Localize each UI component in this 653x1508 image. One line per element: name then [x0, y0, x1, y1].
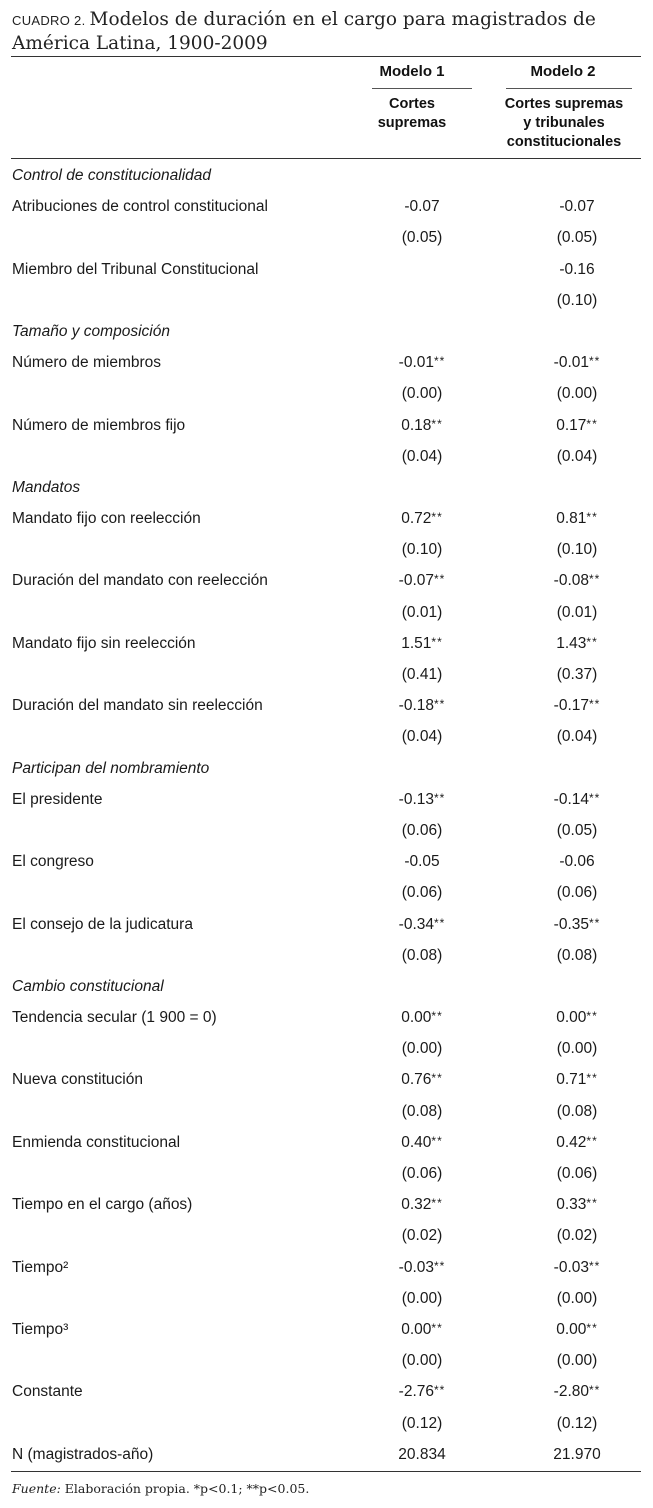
- table-row: [0, 349, 653, 380]
- cell-model-2: [522, 947, 632, 965]
- std-error-row: [0, 723, 653, 754]
- table-row: [0, 1191, 653, 1222]
- cell-model-1: [372, 385, 472, 403]
- table-row: [0, 256, 653, 287]
- cell-value: (0.41): [401, 666, 443, 683]
- significance-stars: **: [589, 572, 601, 587]
- cell-model-1: [372, 1290, 472, 1308]
- cell-value: -0.13: [398, 790, 434, 808]
- cell-value: 1.51: [401, 634, 432, 652]
- significance-stars: **: [431, 1009, 443, 1024]
- row-label: Tendencia secular (1 900 = 0): [12, 1009, 217, 1027]
- cell-value: 21.970: [553, 1445, 601, 1463]
- cell-model-2: [522, 448, 632, 466]
- cell-model-2: [522, 229, 632, 247]
- header-underline-2: [506, 88, 632, 89]
- cell-value: (0.06): [556, 1165, 598, 1182]
- table-title: Modelos de duración en el cargo para magistrados de América Latina, 1900-2009: [12, 9, 596, 54]
- cell-value: 0.76: [401, 1071, 432, 1089]
- std-error-row: [0, 1160, 653, 1191]
- std-error-row: [0, 1035, 653, 1066]
- cell-value: (0.02): [401, 1227, 443, 1245]
- section-heading-row: [0, 474, 653, 505]
- cell-model-2: [522, 1196, 632, 1214]
- cell-value: -0.03: [553, 1258, 589, 1276]
- table-row: [0, 1254, 653, 1285]
- cell-value: (0.00): [401, 1352, 443, 1370]
- cell-model-1: [372, 417, 472, 435]
- cell-model-2: [522, 604, 632, 622]
- cell-model-1: [372, 1446, 472, 1464]
- row-label: Duración del mandato sin reelección: [12, 697, 263, 715]
- cell-value: 0.71: [556, 1071, 587, 1089]
- significance-stars: **: [586, 1009, 598, 1024]
- cell-model-2: [522, 1415, 632, 1433]
- cell-model-1: [372, 1383, 472, 1401]
- cell-model-2: [522, 572, 632, 590]
- table-body: [0, 162, 653, 1472]
- cell-model-2: [522, 1259, 632, 1277]
- cell-model-1: [372, 791, 472, 809]
- cell-value: (0.06): [556, 884, 598, 902]
- header-model-2: Modelo 2: [530, 63, 596, 80]
- cell-value: (0.12): [401, 1414, 443, 1432]
- cell-model-1: [372, 1040, 472, 1058]
- cell-model-1: [372, 697, 472, 715]
- row-label: Número de miembros: [12, 354, 162, 372]
- std-error-row: [0, 817, 653, 848]
- cell-model-1: [372, 884, 472, 902]
- cell-model-1: [372, 1165, 472, 1183]
- cell-model-2: [522, 853, 632, 871]
- cell-value: -0.07: [398, 572, 434, 590]
- cell-value: 0.42: [556, 1133, 587, 1151]
- cell-value: (0.04): [556, 728, 598, 746]
- cell-model-2: [522, 1103, 632, 1121]
- significance-stars: **: [434, 915, 446, 930]
- table-row: [0, 1129, 653, 1160]
- cell-model-1: [372, 635, 472, 653]
- cell-model-1: [372, 947, 472, 965]
- significance-stars: **: [586, 1133, 598, 1148]
- header-rule: [11, 158, 641, 159]
- std-error-row: [0, 942, 653, 973]
- significance-stars: **: [589, 1258, 601, 1273]
- table-row: [0, 193, 653, 224]
- significance-stars: **: [586, 1071, 598, 1086]
- row-label: Número de miembros fijo: [12, 416, 186, 434]
- cell-model-1: [372, 1134, 472, 1152]
- cell-model-2: [522, 417, 632, 435]
- cell-value: (0.10): [556, 541, 598, 559]
- cell-model-2: [522, 385, 632, 403]
- cell-value: -0.17: [553, 697, 589, 715]
- cell-value: (0.08): [401, 1102, 443, 1120]
- cell-value: (0.01): [401, 603, 443, 621]
- significance-stars: **: [586, 1320, 598, 1335]
- top-rule: [11, 56, 641, 57]
- cell-value: 0.81: [556, 510, 587, 528]
- significance-stars: **: [431, 416, 443, 431]
- row-label: Constante: [12, 1383, 83, 1401]
- cell-value: (0.02): [556, 1227, 598, 1245]
- table-row: [0, 1441, 653, 1472]
- cell-value: 0.72: [401, 510, 432, 528]
- cell-value: 0.00: [401, 1320, 432, 1338]
- cell-value: (0.08): [401, 946, 443, 964]
- table-row: [0, 505, 653, 536]
- cell-value: -0.16: [559, 260, 595, 278]
- cell-model-2: [522, 916, 632, 934]
- significance-stars: **: [586, 510, 598, 525]
- table-label: CUADRO 2.: [12, 13, 86, 28]
- std-error-row: [0, 1285, 653, 1316]
- cell-value: 0.33: [556, 1196, 587, 1214]
- std-error-row: [0, 443, 653, 474]
- cell-model-1: [372, 1227, 472, 1245]
- cell-model-2: [522, 1165, 632, 1183]
- std-error-row: [0, 1222, 653, 1253]
- cell-value: 20.834: [398, 1445, 446, 1463]
- cell-model-2: [522, 541, 632, 559]
- row-label: Tiempo en el cargo (años): [12, 1196, 193, 1214]
- table-row: [0, 848, 653, 879]
- row-label: Tiempo³: [12, 1320, 69, 1338]
- cell-model-2: [522, 1071, 632, 1089]
- cell-value: 0.00: [556, 1320, 587, 1338]
- significance-stars: **: [589, 790, 601, 805]
- table-row: [0, 692, 653, 723]
- cell-value: -0.06: [559, 853, 595, 871]
- significance-stars: **: [434, 1258, 446, 1273]
- subheader-model-2: Cortes supremas y tribunales constitucionales: [504, 96, 624, 150]
- row-label: Enmienda constitucional: [12, 1133, 181, 1151]
- cell-model-1: [372, 1071, 472, 1089]
- cell-value: (0.04): [401, 728, 443, 746]
- cell-model-1: [372, 229, 472, 247]
- significance-stars: **: [589, 1383, 601, 1398]
- std-error-row: [0, 879, 653, 910]
- cell-value: (0.05): [556, 229, 598, 247]
- footnote-source-label: Fuente:: [12, 1481, 61, 1496]
- row-label: Nueva constitución: [12, 1071, 143, 1089]
- cell-model-2: [522, 198, 632, 216]
- cell-model-1: [372, 853, 472, 871]
- cell-model-1: [372, 1259, 472, 1277]
- bottom-rule: [11, 1471, 641, 1472]
- cell-model-2: [522, 697, 632, 715]
- cell-model-2: [522, 354, 632, 372]
- cell-model-1: [372, 1103, 472, 1121]
- cell-value: -0.01: [553, 354, 589, 372]
- section-heading-row: [0, 755, 653, 786]
- std-error-row: [0, 1098, 653, 1129]
- cell-value: -0.05: [404, 853, 440, 871]
- table-caption: [12, 8, 642, 55]
- cell-value: -0.07: [404, 198, 440, 216]
- cell-model-1: [372, 572, 472, 590]
- cell-value: (0.37): [556, 666, 598, 683]
- significance-stars: **: [434, 572, 446, 587]
- cell-value: (0.00): [401, 1040, 443, 1058]
- table-row: [0, 911, 653, 942]
- cell-value: -0.07: [559, 198, 595, 216]
- table-row: [0, 567, 653, 598]
- significance-stars: **: [431, 1196, 443, 1211]
- std-error-row: [0, 224, 653, 255]
- significance-stars: **: [434, 354, 446, 369]
- cell-model-2: [522, 1134, 632, 1152]
- cell-value: (0.00): [556, 1289, 598, 1307]
- subheader-model-1: Cortes supremas: [377, 96, 447, 131]
- std-error-row: [0, 661, 653, 692]
- section-heading-row: [0, 973, 653, 1004]
- cell-model-1: [372, 198, 472, 216]
- significance-stars: **: [431, 1133, 443, 1148]
- cell-value: 0.32: [401, 1196, 432, 1214]
- cell-model-2: [522, 728, 632, 746]
- significance-stars: **: [431, 510, 443, 525]
- cell-value: (0.04): [556, 447, 598, 465]
- cell-model-1: [372, 916, 472, 934]
- cell-model-1: [372, 728, 472, 746]
- table-row: [0, 1004, 653, 1035]
- table-row: [0, 786, 653, 817]
- cell-model-2: [522, 635, 632, 653]
- cell-value: (0.06): [401, 1165, 443, 1182]
- cell-value: (0.05): [556, 821, 598, 839]
- table-row: [0, 1378, 653, 1409]
- cell-model-1: [372, 541, 472, 559]
- cell-model-2: [522, 1290, 632, 1308]
- cell-value: (0.08): [556, 1102, 598, 1120]
- row-label: Tiempo²: [12, 1258, 69, 1276]
- section-heading: Control de constitucionalidad: [12, 167, 212, 184]
- significance-stars: **: [586, 416, 598, 431]
- table-row: [0, 630, 653, 661]
- cell-value: (0.06): [401, 884, 443, 902]
- cell-value: (0.05): [401, 229, 443, 247]
- section-heading: Participan del nombramiento: [12, 759, 210, 777]
- cell-value: -0.01: [398, 354, 434, 372]
- table-row: [0, 1066, 653, 1097]
- cell-value: -0.14: [553, 790, 589, 808]
- cell-value: (0.00): [556, 1040, 598, 1058]
- cell-model-1: [372, 448, 472, 466]
- std-error-row: [0, 287, 653, 318]
- cell-model-2: [522, 884, 632, 902]
- cell-value: -0.03: [398, 1258, 434, 1276]
- cell-model-2: [522, 292, 632, 310]
- row-label: N (magistrados-año): [12, 1445, 154, 1463]
- cell-model-1: [372, 510, 472, 528]
- cell-value: (0.10): [401, 541, 443, 559]
- cell-value: -0.34: [398, 915, 434, 933]
- std-error-row: [0, 1347, 653, 1378]
- significance-stars: **: [431, 1071, 443, 1086]
- significance-stars: **: [434, 1383, 446, 1398]
- table-footnote: [12, 1481, 309, 1496]
- cell-model-2: [522, 666, 632, 684]
- table-row: [0, 1316, 653, 1347]
- cell-value: (0.01): [556, 603, 598, 621]
- cell-model-2: [522, 822, 632, 840]
- significance-stars: **: [586, 634, 598, 649]
- section-heading: Tamaño y composición: [12, 322, 170, 340]
- row-label: El congreso: [12, 853, 94, 871]
- footnote-text: Elaboración propia. *p<0.1; **p<0.05.: [60, 1481, 310, 1496]
- cell-model-2: [522, 1383, 632, 1401]
- cell-model-1: [372, 666, 472, 684]
- cell-value: -0.08: [553, 572, 589, 590]
- cell-value: -2.76: [398, 1383, 434, 1401]
- cell-model-1: [372, 1415, 472, 1433]
- cell-value: (0.00): [401, 1289, 443, 1307]
- row-label: Atribuciones de control constitucional: [12, 198, 268, 216]
- cell-value: 0.18: [401, 416, 432, 434]
- cell-model-1: [372, 1196, 472, 1214]
- cell-model-1: [372, 1352, 472, 1370]
- significance-stars: **: [589, 915, 601, 930]
- cell-value: (0.10): [556, 291, 598, 309]
- cell-value: 0.00: [401, 1009, 432, 1027]
- significance-stars: **: [431, 1320, 443, 1335]
- cell-model-1: [372, 354, 472, 372]
- row-label: El presidente: [12, 790, 103, 808]
- cell-model-1: [372, 1009, 472, 1027]
- section-heading-row: [0, 162, 653, 193]
- cell-value: 1.43: [556, 634, 587, 652]
- section-heading-row: [0, 318, 653, 349]
- cell-value: (0.00): [556, 1352, 598, 1370]
- cell-value: (0.08): [556, 946, 598, 964]
- cell-value: 0.40: [401, 1133, 432, 1151]
- significance-stars: **: [586, 1196, 598, 1211]
- cell-value: 0.17: [556, 416, 587, 434]
- header-model-1: Modelo 1: [379, 63, 445, 80]
- cell-model-1: [372, 1321, 472, 1339]
- cell-model-2: [522, 510, 632, 528]
- cell-value: (0.00): [401, 385, 443, 403]
- significance-stars: **: [434, 790, 446, 805]
- std-error-row: [0, 599, 653, 630]
- cell-model-2: [522, 1321, 632, 1339]
- row-label: Miembro del Tribunal Constitucional: [12, 260, 259, 278]
- cell-value: (0.00): [556, 385, 598, 403]
- cell-model-1: [372, 604, 472, 622]
- cell-model-2: [522, 1009, 632, 1027]
- cell-model-2: [522, 791, 632, 809]
- significance-stars: **: [589, 697, 601, 712]
- cell-value: -0.35: [553, 915, 589, 933]
- cell-value: (0.04): [401, 447, 443, 465]
- cell-value: (0.06): [401, 821, 443, 839]
- std-error-row: [0, 1410, 653, 1441]
- row-label: Duración del mandato con reelección: [12, 572, 268, 590]
- cell-model-2: [522, 1040, 632, 1058]
- row-label: Mandato fijo sin reelección: [12, 634, 196, 652]
- std-error-row: [0, 380, 653, 411]
- cell-value: -2.80: [553, 1383, 589, 1401]
- std-error-row: [0, 536, 653, 567]
- significance-stars: **: [589, 354, 601, 369]
- cell-model-1: [372, 822, 472, 840]
- cell-model-2: [522, 1227, 632, 1245]
- cell-value: 0.00: [556, 1009, 587, 1027]
- section-heading: Mandatos: [12, 478, 81, 496]
- significance-stars: **: [431, 634, 443, 649]
- row-label: Mandato fijo con reelección: [12, 510, 201, 528]
- table-row: [0, 412, 653, 443]
- cell-model-2: [522, 1446, 632, 1464]
- cell-value: (0.12): [556, 1414, 598, 1432]
- cell-model-2: [522, 1352, 632, 1370]
- row-label: El consejo de la judicatura: [12, 915, 193, 933]
- header-underline-1: [372, 88, 472, 89]
- cell-value: -0.18: [398, 697, 434, 715]
- significance-stars: **: [434, 697, 446, 712]
- cell-model-2: [522, 261, 632, 279]
- section-heading: Cambio constitucional: [12, 977, 164, 995]
